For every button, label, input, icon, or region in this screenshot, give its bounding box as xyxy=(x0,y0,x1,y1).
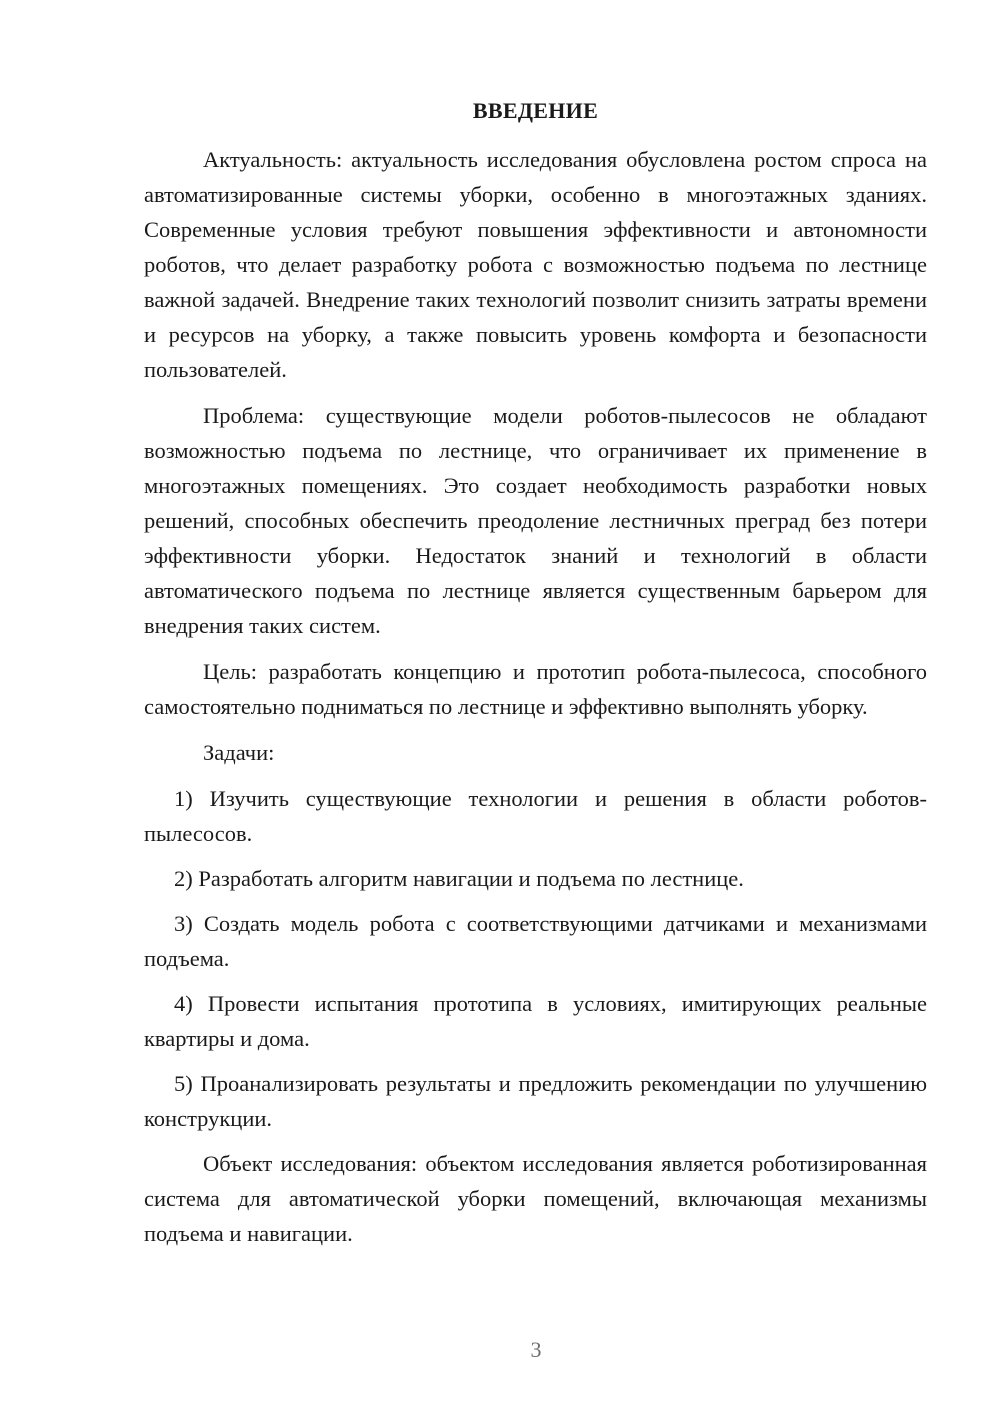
task-item: 3) Создать модель робота с соответствующими датчиками и механизмами подъема. xyxy=(144,911,927,971)
object-paragraph: Объект исследования: объектом исследования является роботизированная система для автоматической уборки помещений, включающая механизмы подъема и навигации. xyxy=(144,1151,927,1246)
task-item: 5) Проанализировать результаты и предложить рекомендации по улучшению конструкции. xyxy=(144,1071,927,1131)
task-item: 2) Разработать алгоритм навигации и подъема по лестнице. xyxy=(174,866,744,891)
tasks-title: Задачи: xyxy=(203,740,275,765)
goal-paragraph: Цель: разработать концепцию и прототип робота-пылесоса, способного самостоятельно подниматься по лестнице и эффективно выполнять уборку. xyxy=(144,659,927,719)
relevance-paragraph: Актуальность: актуальность исследования обусловлена ростом спроса на автоматизированные системы уборки, особенно в многоэтажных зданиях. Современные условия требуют повышения эффективности и автономности роботов, что делает разработку робота с возможностью подъема по лестнице важной задачей. Внедрение таких технологий позволит снизить затраты времени и ресурсов на уборку, а также повысить уровень комфорта и безопасности пользователей. xyxy=(144,147,927,382)
problem-paragraph: Проблема: существующие модели роботов-пылесосов не обладают возможностью подъема по лестнице, что ограничивает их применение в многоэтажных помещениях. Это создает необходимость разработки новых решений, способных обеспечить преодоление лестничных преград без потери эффективности уборки. Недостаток знаний и технологий в области автоматического подъема по лестнице является существенным барьером для внедрения таких систем. xyxy=(144,403,927,638)
task-item: 1) Изучить существующие технологии и решения в области роботов-пылесосов. xyxy=(144,786,927,846)
page-number: 3 xyxy=(530,1337,542,1362)
page-content xyxy=(144,94,927,1262)
section-heading: ВВЕДЕНИЕ xyxy=(472,98,599,123)
task-item: 4) Провести испытания прототипа в условиях, имитирующих реальные квартиры и дома. xyxy=(144,991,927,1051)
